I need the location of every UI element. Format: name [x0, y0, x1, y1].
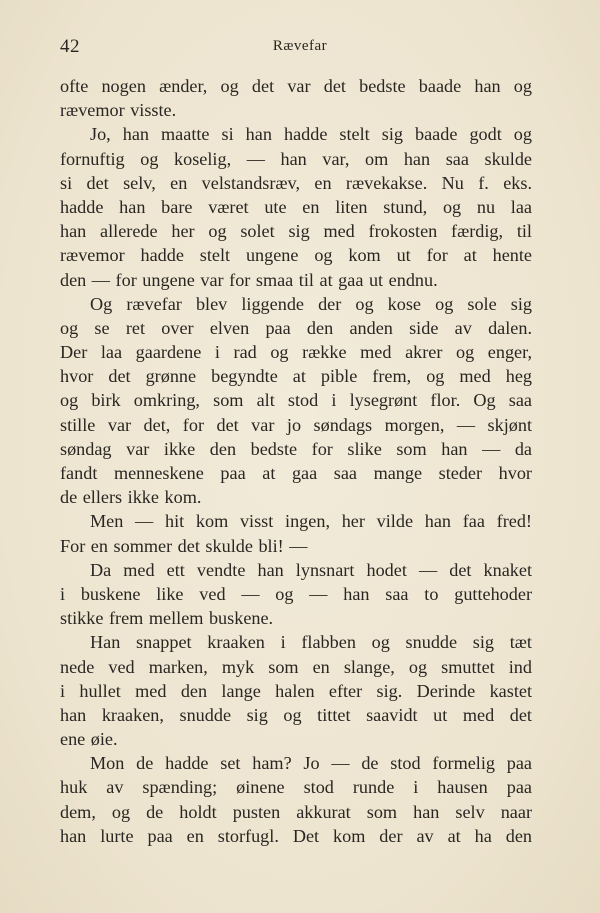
text-line: dem, og de holdt pusten akkurat som han selv naar	[60, 801, 532, 822]
page-header	[60, 36, 540, 60]
text-line: hvor det grønne begyndte at pible frem, og med heg	[60, 366, 532, 387]
text-line: nede ved marken, myk som en slange, og smuttet ind	[60, 656, 532, 677]
text-line: og birk omkring, som alt stod i lysegrønt flor. Og saa	[60, 390, 532, 411]
text-line: ofte nogen ænder, og det var det bedste baade han og	[60, 76, 532, 96]
page-number: 42	[60, 36, 80, 57]
text-line: si det selv, en velstandsræv, en rævekakse. Nu f. eks.	[60, 172, 532, 193]
text-line: Jo, han maatte si han hadde stelt sig baade godt og	[90, 124, 532, 145]
text-line: ene øie.	[60, 729, 118, 750]
text-line: Da med ett vendte han lynsnart hodet — det knaket	[90, 559, 532, 580]
text-line: huk av spænding; øinene stod runde i hausen paa	[60, 777, 532, 798]
running-head: Rævefar	[272, 38, 328, 54]
text-line: rævemor hadde stelt ungene og kom ut for at hente	[60, 245, 532, 266]
text-line: Mon de hadde set ham? Jo — de stod formelig paa	[90, 753, 532, 774]
text-line: han lurte paa en storfugl. Det kom der av at ha den	[60, 825, 532, 846]
text-line: Og rævefar blev liggende der og kose og sole sig	[90, 293, 532, 314]
text-line: fandt menneskene paa at gaa saa mange steder hvor	[60, 463, 532, 483]
text-line: stille var det, for det var jo søndags morgen, — skjønt	[60, 414, 532, 435]
text-line: og se ret over elven paa den anden side av dalen.	[60, 317, 532, 338]
text-line: rævemor visste.	[60, 100, 177, 121]
text-line: For en sommer det skulde bli! —	[60, 535, 308, 556]
text-line: Der laa gaardene i rad og række med akrer og enger,	[60, 342, 532, 363]
text-line: han kraaken, snudde sig og tittet saavidt ut med det	[60, 704, 532, 725]
text-line: i buskene like ved — og — han saa to guttehoder	[60, 583, 532, 604]
text-line: stikke frem mellem buskene.	[60, 608, 274, 629]
text-line: hadde han bare været ute en liten stund, og nu laa	[60, 196, 532, 217]
body-text	[60, 74, 532, 848]
text-line: de ellers ikke kom.	[60, 487, 202, 508]
text-line: han allerede her og solet sig med frokosten færdig, til	[60, 221, 532, 242]
text-line: den — for ungene var for smaa til at gaa ut endnu.	[60, 269, 438, 290]
text-line: Han snappet kraaken i flabben og snudde sig tæt	[90, 632, 532, 653]
text-line: i hullet med den lange halen efter sig. Derinde kastet	[60, 680, 532, 701]
text-line: fornuftig og koselig, — han var, om han saa skulde	[60, 148, 532, 169]
text-line: Men — hit kom visst ingen, her vilde han faa fred!	[90, 511, 532, 532]
text-line: søndag var ikke den bedste for slike som han — da	[60, 438, 532, 459]
